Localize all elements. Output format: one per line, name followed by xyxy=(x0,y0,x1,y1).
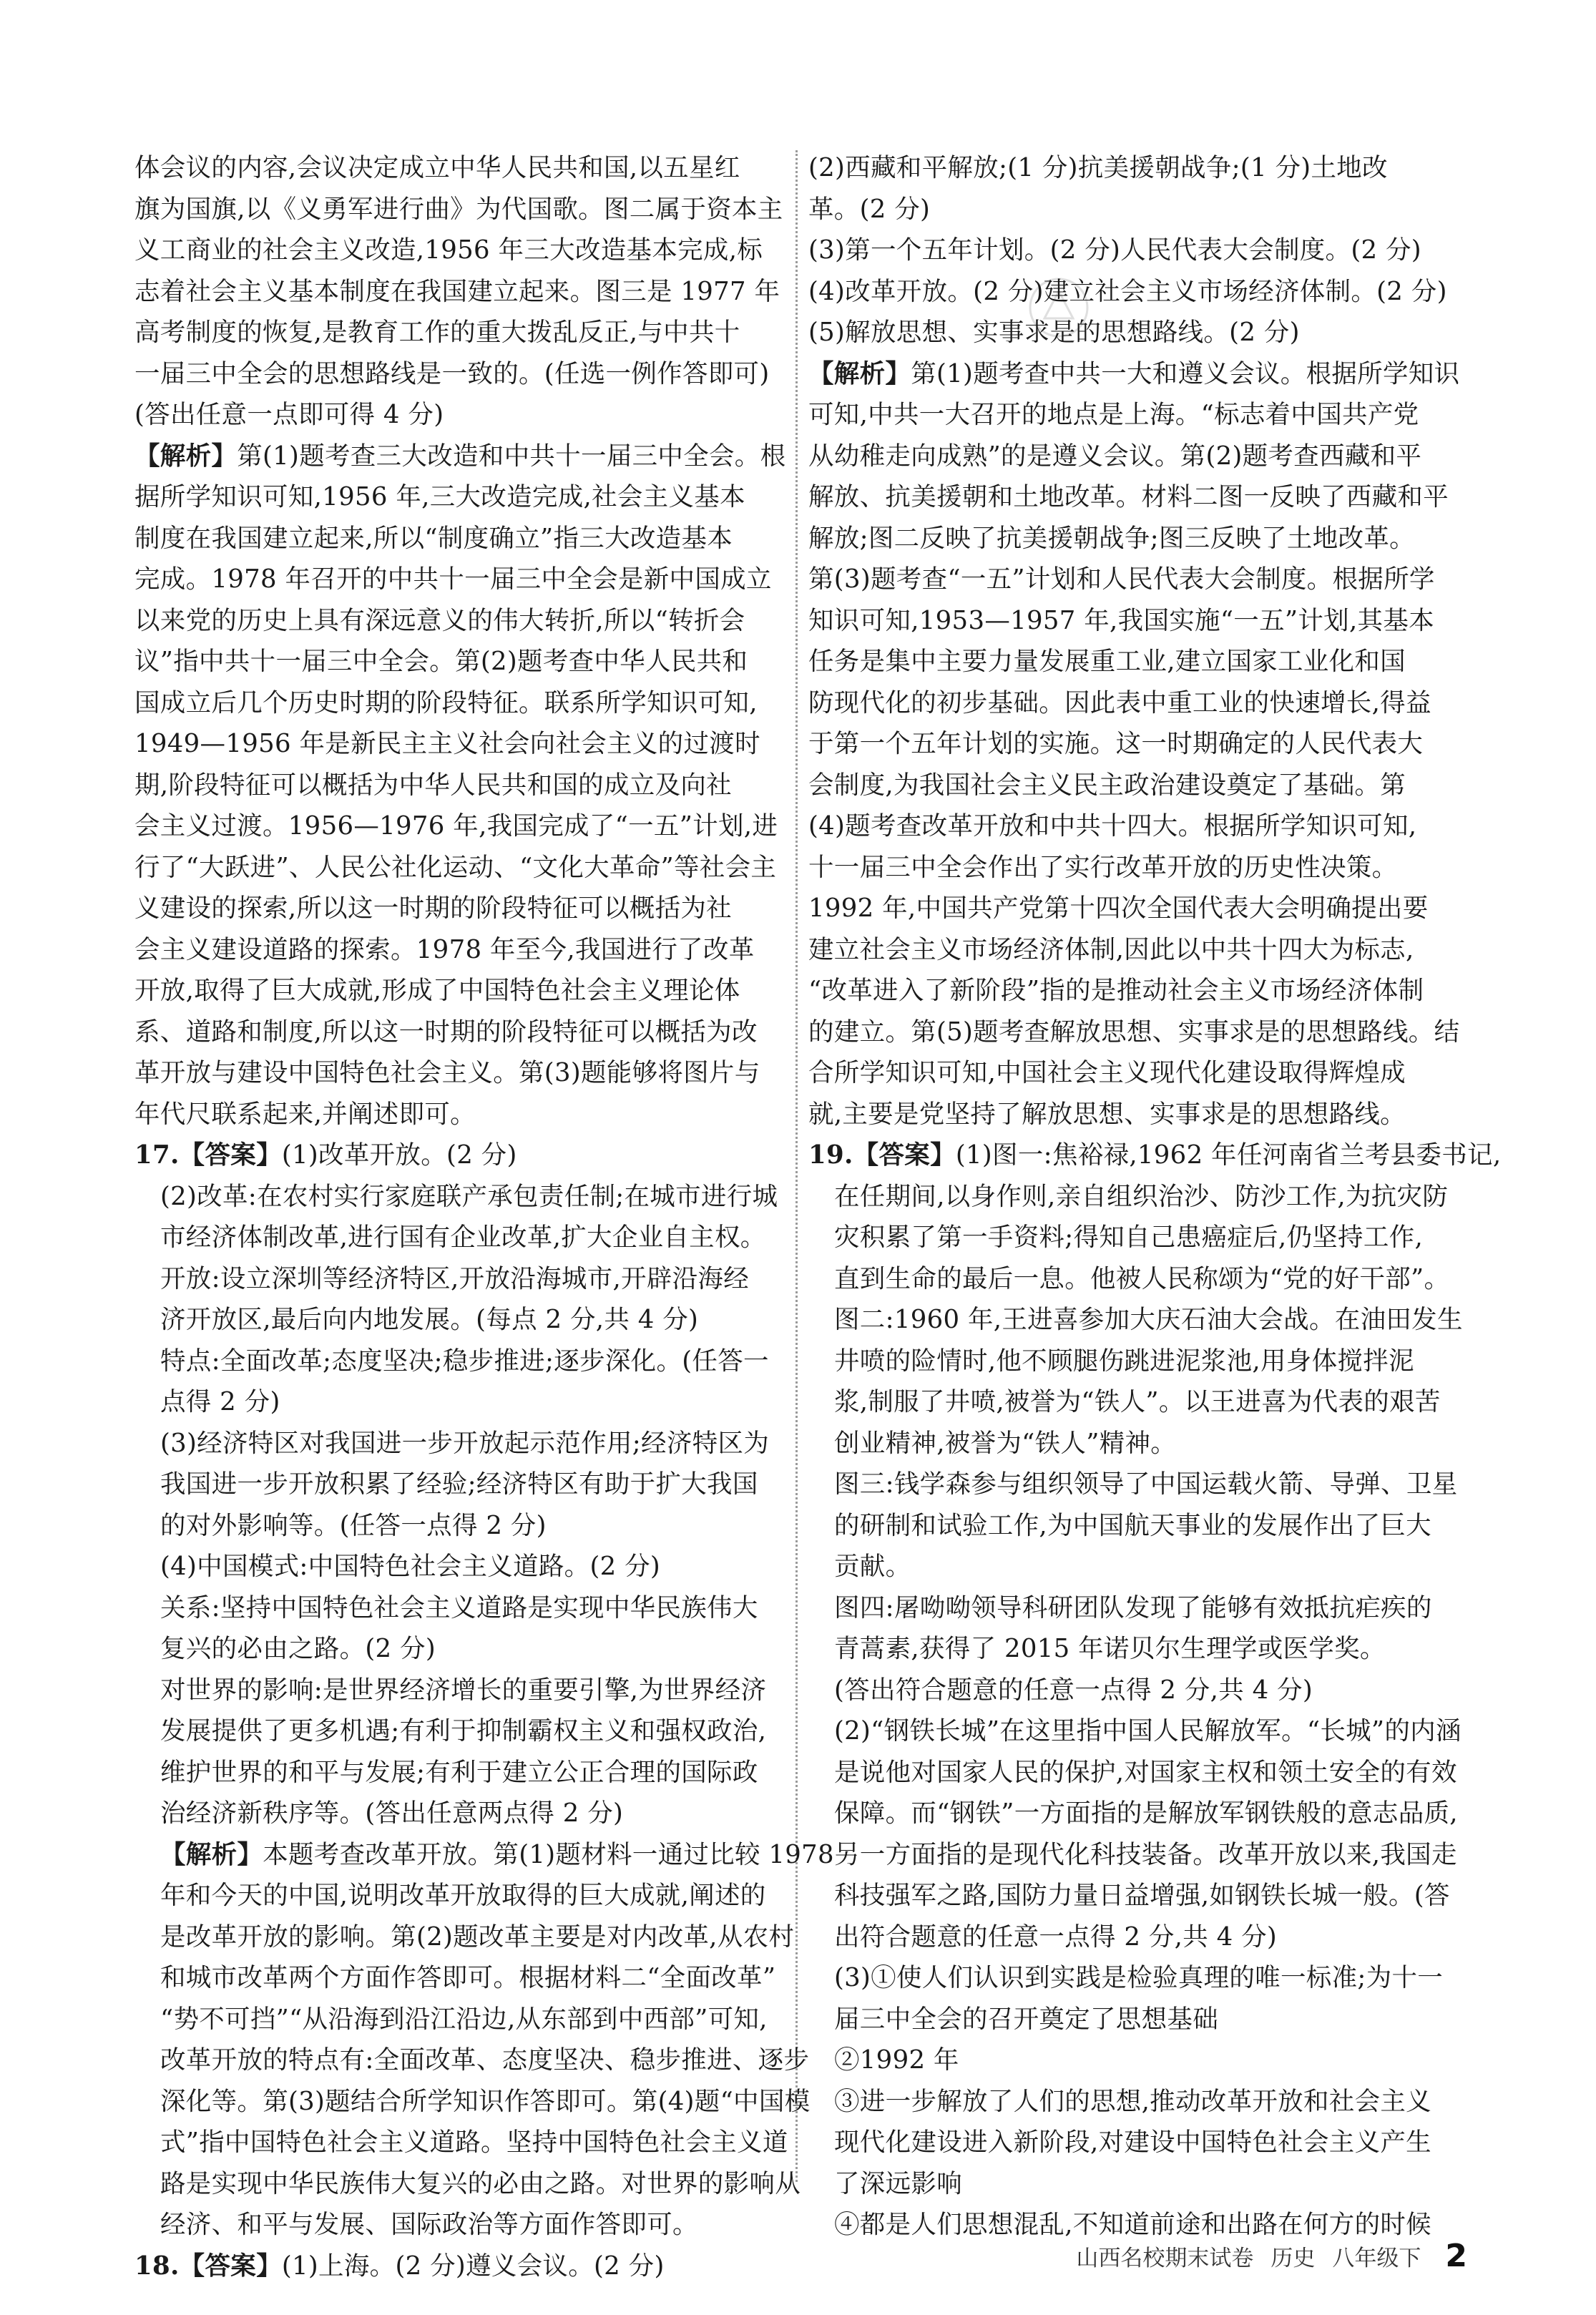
text-line xyxy=(134,476,782,518)
text-line xyxy=(134,230,782,271)
text-line xyxy=(134,847,782,889)
line-text: 市经济体制改革,进行国有企业改革,扩大企业自主权。 xyxy=(160,1223,766,1252)
text-line xyxy=(134,765,782,806)
section-tag: 【答案】 xyxy=(179,1140,282,1170)
text-line xyxy=(808,394,1467,436)
text-line xyxy=(134,600,782,642)
line-text: 以来党的历史上具有深远意义的伟大转折,所以“转折会 xyxy=(134,605,745,635)
text-line xyxy=(134,1875,782,1917)
text-line xyxy=(134,1793,782,1834)
line-text: 从幼稚走向成熟”的是遵义会议。第(2)题考查西藏和平 xyxy=(808,441,1422,471)
line-text: (2)“钢铁长城”在这里指中国人民解放军。“长城”的内涵 xyxy=(834,1716,1462,1746)
text-line xyxy=(808,559,1467,600)
line-text: 浆,制服了井喷,被誉为“铁人”。以王进喜为代表的艰苦 xyxy=(834,1387,1441,1416)
text-line xyxy=(808,1793,1467,1834)
text-line xyxy=(134,518,782,559)
line-text: 革。(2 分) xyxy=(808,194,931,224)
text-line xyxy=(808,765,1467,806)
line-text: 年代尺联系起来,并阐述即可。 xyxy=(134,1099,476,1129)
text-line xyxy=(808,189,1467,230)
line-text: 灾积累了第一手资料;得知自己患癌症后,仍坚持工作, xyxy=(834,1223,1424,1252)
text-line xyxy=(134,1670,782,1711)
text-line xyxy=(134,1628,782,1670)
line-text: ④都是人们思想混乱,不知道前途和出路在何方的时候 xyxy=(834,2210,1431,2239)
text-line xyxy=(134,641,782,682)
line-text: 式”指中国特色社会主义道路。坚持中国特色社会主义道 xyxy=(160,2128,788,2157)
line-text: 届三中全会的召开奠定了思想基础 xyxy=(834,2004,1219,2034)
text-line xyxy=(134,353,782,395)
text-line xyxy=(808,2040,1467,2081)
line-text: (答出任意一点即可得 4 分) xyxy=(134,400,444,429)
text-line xyxy=(134,1052,782,1094)
line-text: (1)图一:焦裕禄,1962 年任河南省兰考县委书记, xyxy=(955,1140,1502,1170)
line-text: 就,主要是党坚持了解放思想、实事求是的思想路线。 xyxy=(808,1099,1406,1129)
line-text: 旗为国旗,以《义勇军进行曲》为代国歌。图二属于资本主 xyxy=(134,194,783,224)
text-line xyxy=(808,1834,1467,1876)
line-text: ③进一步解放了人们的思想,推动改革开放和社会主义 xyxy=(834,2086,1431,2116)
text-line xyxy=(134,1999,782,2040)
footer-subject: 历史 xyxy=(1271,2246,1316,2271)
line-text: 青蒿素,获得了 2015 年诺贝尔生理学或医学奖。 xyxy=(834,1634,1386,1663)
text-line xyxy=(808,1012,1467,1053)
text-line xyxy=(134,1834,834,1876)
text-line xyxy=(808,1299,1467,1341)
text-line xyxy=(134,1299,782,1341)
text-line xyxy=(134,682,782,724)
question-number: 17. xyxy=(134,1140,180,1170)
text-line xyxy=(808,1052,1467,1094)
line-text: 国成立后几个历史时期的阶段特征。联系所学知识可知, xyxy=(134,687,758,718)
text-line xyxy=(134,2122,788,2163)
line-text: 治经济新秩序等。(答出任意两点得 2 分) xyxy=(160,1798,624,1828)
text-line xyxy=(134,1752,782,1793)
line-text: 完成。1978 年召开的中共十一届三中全会是新中国成立 xyxy=(134,564,772,594)
line-text: “势不可挡”“从沿海到沿江沿边,从东部到中西部”可知, xyxy=(160,2004,768,2034)
line-text: 保障。而“钢铁”一方面指的是解放军钢铁般的意志品质, xyxy=(834,1798,1458,1828)
line-text: (4)题考查改革开放和中共十四大。根据所学知识可知, xyxy=(808,811,1417,841)
text-line xyxy=(808,147,1467,189)
line-text: 图二:1960 年,王进喜参加大庆石油大会战。在油田发生 xyxy=(834,1305,1463,1334)
line-text: (4)改革开放。(2 分)建立社会主义市场经济体制。(2 分) xyxy=(808,276,1447,306)
text-line xyxy=(808,1875,1467,1917)
line-text: 创业精神,被誉为“铁人”精神。 xyxy=(834,1428,1177,1458)
line-text: 第(3)题考查“一五”计划和人民代表大会制度。根据所学 xyxy=(808,564,1435,594)
line-text: 志着社会主义基本制度在我国建立起来。图三是 1977 年 xyxy=(134,276,780,306)
footer-source: 山西名校期末试卷 xyxy=(1076,2246,1254,2271)
text-line xyxy=(134,1258,782,1300)
line-text: 的研制和试验工作,为中国航天事业的发展作出了巨大 xyxy=(834,1510,1431,1540)
text-line xyxy=(808,2163,1467,2205)
line-text: (1)改革开放。(2 分) xyxy=(281,1140,517,1170)
line-text: 行了“大跃进”、人民公社化运动、“文化大革命”等社会主 xyxy=(134,852,777,882)
line-text: 可知,中共一大召开的地点是上海。“标志着中国共产党 xyxy=(808,400,1419,429)
line-text: 十一届三中全会作出了实行改革开放的历史性决策。 xyxy=(808,852,1398,882)
left-column xyxy=(134,147,834,2286)
line-text: 另一方面指的是现代化科技装备。改革开放以来,我国走 xyxy=(834,1839,1457,1869)
text-line xyxy=(134,1217,782,1258)
text-line xyxy=(134,1505,782,1547)
line-text: 制度在我国建立起来,所以“制度确立”指三大改造基本 xyxy=(134,523,733,553)
text-line xyxy=(808,600,1467,642)
text-line xyxy=(808,2081,1467,2123)
line-text: 现代化建设进入新阶段,对建设中国特色社会主义产生 xyxy=(834,2128,1431,2157)
line-text: 解放、抗美援朝和土地改革。材料二图一反映了西藏和平 xyxy=(808,482,1449,512)
line-text: 会制度,为我国社会主义民主政治建设奠定了基础。第 xyxy=(808,770,1406,800)
text-line xyxy=(808,1587,1467,1629)
line-text: 1949—1956 年是新民主主义社会向社会主义的过渡时 xyxy=(134,729,760,758)
text-line xyxy=(808,1505,1467,1547)
line-text: 第(1)题考查三大改造和中共十一届三中全会。根 xyxy=(237,441,786,471)
line-text: 防现代化的初步基础。因此表中重工业的快速增长,得益 xyxy=(808,687,1431,718)
text-line xyxy=(808,476,1467,518)
text-line xyxy=(808,1381,1467,1423)
question-number: 19. xyxy=(808,1140,853,1170)
line-text: (2)改革:在农村实行家庭联产承包责任制;在城市进行城 xyxy=(160,1181,778,1211)
text-line xyxy=(134,970,782,1012)
text-line xyxy=(134,436,786,477)
text-line xyxy=(808,1135,1502,1176)
line-text: 图四:屠呦呦领导科研团队发现了能够有效抵抗疟疾的 xyxy=(834,1592,1432,1623)
text-line xyxy=(808,1546,1467,1587)
text-line xyxy=(134,394,782,436)
text-line xyxy=(134,929,782,971)
page-number: 2 xyxy=(1445,2238,1467,2274)
text-line xyxy=(134,1341,782,1382)
line-text: 会主义建设道路的探索。1978 年至今,我国进行了改革 xyxy=(134,934,755,964)
line-text: 高考制度的恢复,是教育工作的重大拨乱反正,与中共十 xyxy=(134,318,740,347)
text-line xyxy=(134,2040,810,2081)
line-text: 建立社会主义市场经济体制,因此以中共十四大为标志, xyxy=(808,934,1414,964)
line-text: 经济、和平与发展、国际政治等方面作答即可。 xyxy=(160,2210,698,2239)
text-line xyxy=(134,1546,782,1587)
line-text: 知识可知,1953—1957 年,我国实施“一五”计划,其基本 xyxy=(808,605,1434,635)
line-text: (2)西藏和平解放;(1 分)抗美援朝战争;(1 分)土地改 xyxy=(808,153,1388,182)
text-line xyxy=(808,353,1467,395)
line-text: 开放:设立深圳等经济特区,开放沿海城市,开辟沿海经 xyxy=(160,1263,750,1293)
line-text: 改革开放的特点有:全面改革、态度坚决、稳步推进、逐步 xyxy=(160,2045,810,2075)
line-text: 和城市改革两个方面作答即可。根据材料二“全面改革” xyxy=(160,1963,776,1992)
text-line xyxy=(808,1423,1467,1464)
text-line xyxy=(808,271,1467,313)
text-line xyxy=(808,641,1467,682)
line-text: 在任期间,以身作则,亲自组织治沙、防沙工作,为抗灾防 xyxy=(834,1181,1449,1211)
text-line xyxy=(808,806,1467,847)
line-text: 出符合题意的任意一点得 2 分,共 4 分) xyxy=(834,1922,1278,1952)
text-line xyxy=(808,1670,1467,1711)
line-text: 了深远影响 xyxy=(834,2168,963,2198)
line-text: 据所学知识可知,1956 年,三大改造完成,社会主义基本 xyxy=(134,482,745,512)
text-line xyxy=(134,1176,782,1218)
line-text: 发展提供了更多机遇;有利于抑制霸权主义和强权政治, xyxy=(160,1716,767,1746)
line-text: 体会议的内容,会议决定成立中华人民共和国,以五星红 xyxy=(134,153,740,182)
text-line xyxy=(134,2163,801,2205)
text-line xyxy=(134,1464,782,1505)
line-text: (3)①使人们认识到实践是检验真理的唯一标准;为十一 xyxy=(834,1963,1444,1992)
text-line xyxy=(808,682,1467,724)
line-text: 特点:全面改革;态度坚决;稳步推进;逐步深化。(任答一 xyxy=(160,1346,769,1376)
text-line xyxy=(134,1423,782,1464)
text-line xyxy=(808,1752,1467,1793)
text-line xyxy=(134,1012,782,1053)
text-line xyxy=(808,1917,1467,1958)
line-text: (5)解放思想、实事求是的思想路线。(2 分) xyxy=(808,318,1300,347)
text-line xyxy=(808,1957,1467,1999)
text-line xyxy=(134,189,782,230)
text-line xyxy=(134,2204,782,2246)
question-number: 18. xyxy=(134,2251,180,2281)
line-text: 任务是集中主要力量发展重工业,建立国家工业化和国 xyxy=(808,647,1406,676)
line-text: (1)上海。(2 分)遵义会议。(2 分) xyxy=(281,2251,665,2281)
line-text: 直到生命的最后一息。他被人民称颂为“党的好干部”。 xyxy=(834,1263,1450,1293)
line-text: 是说他对国家人民的保护,对国家主权和领土安全的有效 xyxy=(834,1757,1457,1787)
line-text: 的对外影响等。(任答一点得 2 分) xyxy=(160,1510,547,1540)
section-tag: 【解析】 xyxy=(808,358,911,388)
text-line xyxy=(134,1587,782,1629)
text-line xyxy=(808,723,1467,765)
line-text: ②1992 年 xyxy=(834,2045,959,2075)
text-line xyxy=(134,2246,782,2287)
text-line xyxy=(808,1710,1467,1752)
text-line xyxy=(134,1710,782,1752)
text-line xyxy=(808,1341,1467,1382)
line-text: 深化等。第(3)题结合所学知识作答即可。第(4)题“中国模 xyxy=(160,2086,811,2116)
text-line xyxy=(808,970,1467,1012)
text-line xyxy=(808,929,1467,971)
line-text: 本题考查改革开放。第(1)题材料一通过比较 1978 xyxy=(263,1839,834,1869)
line-text: 点得 2 分) xyxy=(160,1387,280,1416)
text-line xyxy=(134,559,782,600)
text-line xyxy=(134,1135,782,1176)
page-footer xyxy=(1076,2238,1467,2274)
text-line xyxy=(134,2081,811,2123)
text-line xyxy=(134,147,782,189)
column-divider xyxy=(795,150,798,2182)
line-text: 革开放与建设中国特色社会主义。第(3)题能够将图片与 xyxy=(134,1058,760,1087)
text-line xyxy=(808,1176,1467,1218)
line-text: (3)经济特区对我国进一步开放起示范作用;经济特区为 xyxy=(160,1428,770,1458)
line-text: 年和今天的中国,说明改革开放取得的巨大成就,阐述的 xyxy=(160,1881,766,1910)
text-line xyxy=(808,1258,1467,1300)
text-line xyxy=(808,847,1467,889)
section-tag: 【答案】 xyxy=(179,2251,282,2281)
footer-grade: 八年级下 xyxy=(1332,2246,1421,2271)
text-line xyxy=(134,1094,782,1135)
text-line xyxy=(134,806,782,847)
text-line xyxy=(134,1381,782,1423)
text-line xyxy=(134,312,782,353)
text-line xyxy=(808,1628,1467,1670)
section-tag: 【解析】 xyxy=(160,1839,263,1869)
line-text: 议”指中共十一届三中全会。第(2)题考查中华人民共和 xyxy=(134,647,748,676)
line-text: 会主义过渡。1956—1976 年,我国完成了“一五”计划,进 xyxy=(134,811,778,841)
line-text: “改革进入了新阶段”指的是推动社会主义市场经济体制 xyxy=(808,976,1424,1005)
line-text: 系、道路和制度,所以这一时期的阶段特征可以概括为改 xyxy=(134,1017,758,1047)
line-text: 1992 年,中国共产党第十四次全国代表大会明确提出要 xyxy=(808,894,1429,923)
line-text: 解放;图二反映了抗美援朝战争;图三反映了土地改革。 xyxy=(808,523,1415,553)
text-line xyxy=(808,888,1467,929)
line-text: 合所学知识可知,中国社会主义现代化建设取得辉煌成 xyxy=(808,1058,1406,1087)
line-text: (答出符合题意的任意一点得 2 分,共 4 分) xyxy=(834,1675,1313,1705)
line-text: 路是实现中华民族伟大复兴的必由之路。对世界的影响从 xyxy=(160,2168,801,2198)
text-line xyxy=(808,1464,1467,1505)
text-line xyxy=(808,1217,1467,1258)
line-text: 济开放区,最后向内地发展。(每点 2 分,共 4 分) xyxy=(160,1305,699,1334)
line-text: 井喷的险情时,他不顾腿伤跳进泥浆池,用身体搅拌泥 xyxy=(834,1346,1414,1376)
line-text: 义工商业的社会主义改造,1956 年三大改造基本完成,标 xyxy=(134,235,763,265)
line-text: 开放,取得了巨大成就,形成了中国特色社会主义理论体 xyxy=(134,976,740,1005)
text-line xyxy=(134,1917,795,1958)
line-text: 于第一个五年计划的实施。这一时期确定的人民代表大 xyxy=(808,729,1424,758)
line-text: 一届三中全会的思想路线是一致的。(任选一例作答即可) xyxy=(134,358,770,388)
line-text: 关系:坚持中国特色社会主义道路是实现中华民族伟大 xyxy=(160,1592,758,1623)
section-tag: 【答案】 xyxy=(853,1140,956,1170)
text-line xyxy=(808,518,1467,559)
line-text: 第(1)题考查中共一大和遵义会议。根据所学知识 xyxy=(911,358,1460,388)
line-text: 图三:钱学森参与组织领导了中国运载火箭、导弹、卫星 xyxy=(834,1469,1458,1499)
line-text: 贡献。 xyxy=(834,1552,911,1581)
text-line xyxy=(808,2122,1467,2163)
line-text: (3)第一个五年计划。(2 分)人民代表大会制度。(2 分) xyxy=(808,235,1421,265)
section-tag: 【解析】 xyxy=(134,441,238,471)
text-line xyxy=(808,436,1467,477)
line-text: 对世界的影响:是世界经济增长的重要引擎,为世界经济 xyxy=(160,1675,767,1705)
text-line xyxy=(134,271,782,313)
line-text: 维护世界的和平与发展;有利于建立公正合理的国际政 xyxy=(160,1757,758,1787)
text-line xyxy=(808,312,1467,353)
line-text: 义建设的探索,所以这一时期的阶段特征可以概括为社 xyxy=(134,894,732,923)
line-text: 复兴的必由之路。(2 分) xyxy=(160,1634,436,1663)
line-text: 我国进一步开放积累了经验;经济特区有助于扩大我国 xyxy=(160,1469,758,1499)
line-text: 期,阶段特征可以概括为中华人民共和国的成立及向社 xyxy=(134,770,732,800)
text-line xyxy=(808,1094,1467,1135)
text-line xyxy=(808,230,1467,271)
text-line xyxy=(134,723,782,765)
text-line xyxy=(134,888,782,929)
right-column xyxy=(808,147,1502,2246)
text-line xyxy=(134,1957,782,1999)
line-text: 科技强军之路,国防力量日益增强,如钢铁长城一般。(答 xyxy=(834,1881,1450,1910)
line-text: 的建立。第(5)题考查解放思想、实事求是的思想路线。结 xyxy=(808,1017,1460,1047)
line-text: (4)中国模式:中国特色社会主义道路。(2 分) xyxy=(160,1552,661,1581)
line-text: 是改革开放的影响。第(2)题改革主要是对内改革,从农村 xyxy=(160,1922,795,1952)
text-line xyxy=(808,1999,1467,2040)
